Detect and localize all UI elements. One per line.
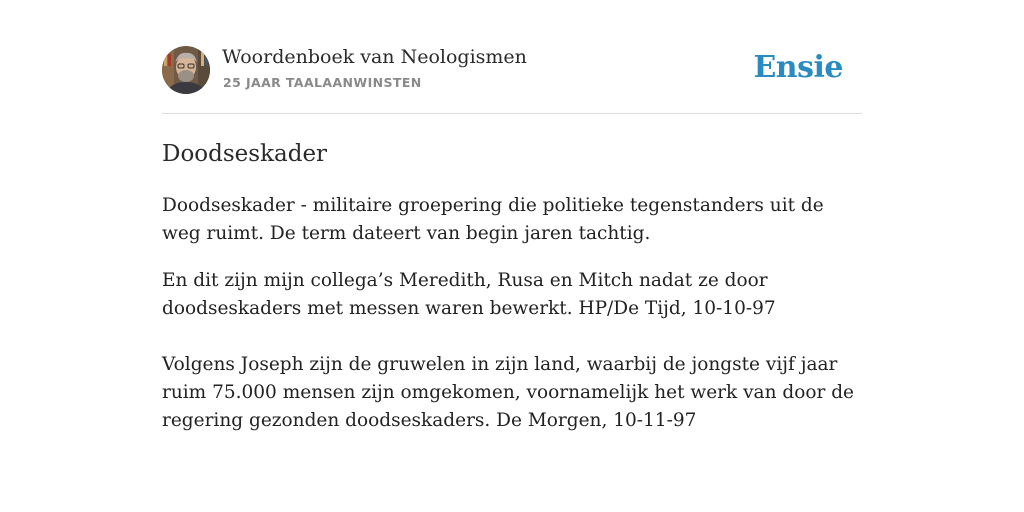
author-subtitle: 25 JAAR TAALAANWINSTEN [223,75,422,90]
author-avatar[interactable] [162,46,210,94]
entry-quote: Volgens Joseph zijn de gruwelen in zijn land, waarbij de jongste vijf jaar ruim 75.000 mensen zijn omgekomen, voornamelijk het werk van door de regering gezonden doodseskaders. De Morgen, 10-11-97 [162,354,855,431]
brand-logo[interactable]: Ensie [753,50,843,85]
header [162,46,862,114]
entry-quote: En dit zijn mijn collega’s Meredith, Rusa en Mitch nadat ze door doodseskaders met messen waren bewerkt. HP/De Tijd, 10-10-97 [162,270,776,319]
entry-title: Doodseskader [162,141,328,167]
avatar-portrait-icon [162,46,210,94]
entry-definition: Doodseskader - militaire groepering die politieke tegenstanders uit de weg ruimt. De term dateert van begin jaren tachtig. [162,195,824,244]
author-name[interactable]: Woordenboek van Neologismen [222,46,527,68]
entry-card [162,46,862,435]
